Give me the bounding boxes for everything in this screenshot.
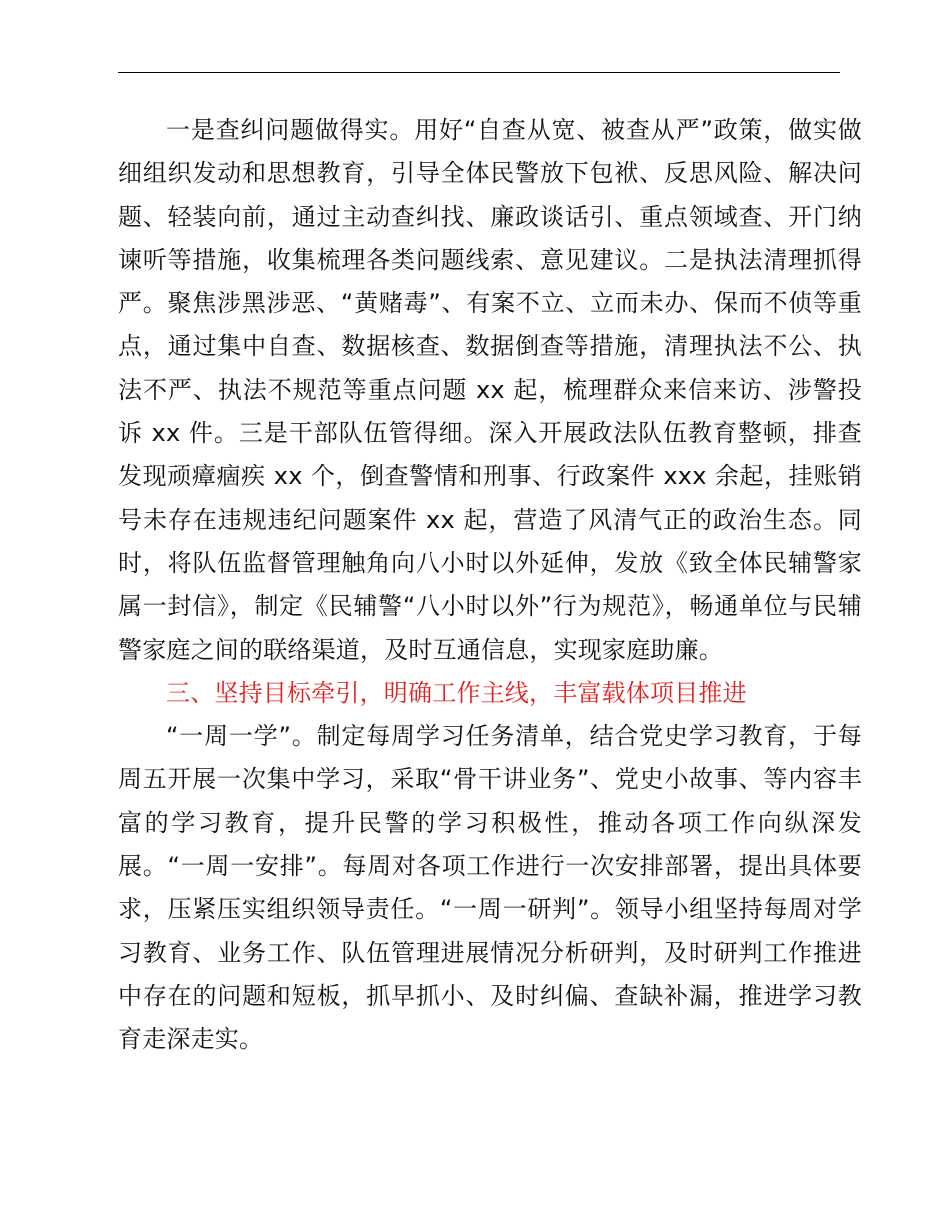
document-body	[118, 109, 862, 1062]
body-paragraph: 一是查纠问题做得实。用好“自查从宽、被查从严”政策，做实做细组织发动和思想教育，引导全体民警放下包袱、反思风险、解决问题、轻装向前，通过主动查纠找、廉政谈话引、重点领域查、开门纳谏听等措施，收集梳理各类问题线索、意见建议。二是执法清理抓得严。聚焦涉黑涉恶、“黄赌毒”、有案不立、立而未办、保而不侦等重点，通过集中自查、数据核查、数据倒查等措施，清理执法不公、执法不严、执法不规范等重点问题 xx 起，梳理群众来信来访、涉警投诉 xx 件。三是干部队伍管得细。深入开展政法队伍教育整顿，排查发现顽瘴痼疾 xx 个，倒查警情和刑事、行政案件 xxx 余起，挂账销号未存在违规违纪问题案件 xx 起，营造了风清气正的政治生态。同时，将队伍监督管理触角向八小时以外延伸，发放《致全体民辅警家属一封信》，制定《民辅警“八小时以外”行为规范》，畅通单位与民辅警家庭之间的联络渠道，及时互通信息，实现家庭助廉。	[118, 116, 862, 664]
header-rule	[118, 72, 840, 73]
body-paragraph: “一周一学”。制定每周学习任务清单，结合党史学习教育，于每周五开展一次集中学习，采取“骨干讲业务”、党史小故事、等内容丰富的学习教育，提升民警的学习积极性，推动各项工作向纵深发展。“一周一安排”。每周对各项工作进行一次安排部署，提出具体要求，压紧压实组织领导责任。“一周一研判”。领导小组坚持每周对学习教育、业务工作、队伍管理进展情况分析研判，及时研判工作推进中存在的问题和短板，抓早抓小、及时纠偏、查缺补漏，推进学习教育走深走实。	[118, 722, 862, 1054]
section-heading: 三、坚持目标牵引，明确工作主线，丰富载体项目推进	[166, 678, 747, 707]
